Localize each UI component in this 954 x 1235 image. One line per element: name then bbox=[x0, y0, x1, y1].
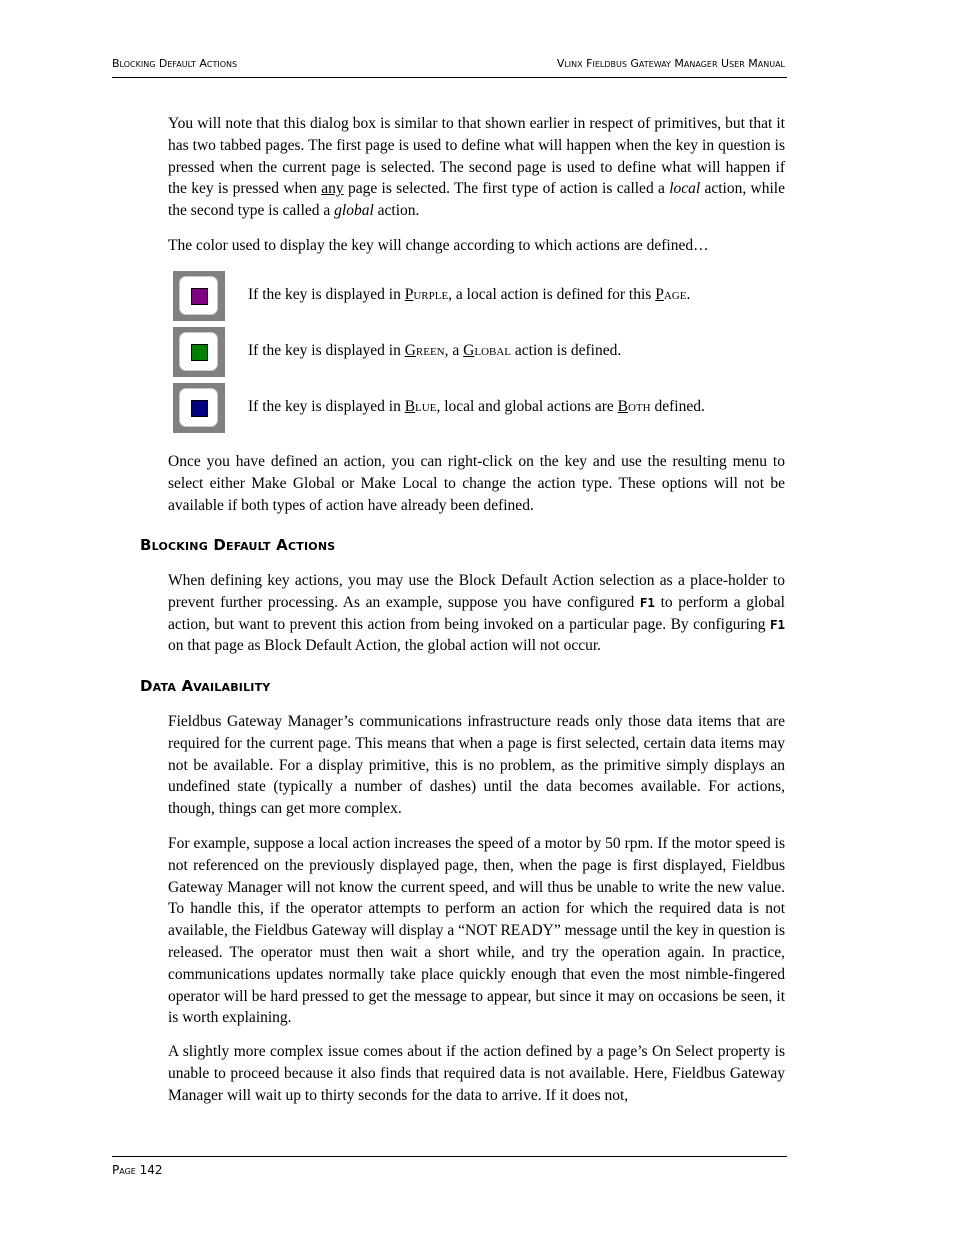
intro-text-b: page is selected. The first type of action is called a bbox=[343, 180, 670, 198]
key-button-icon bbox=[173, 327, 225, 377]
section-heading-data-availability: Data Availability bbox=[140, 677, 271, 695]
green-square-icon bbox=[191, 344, 208, 361]
data-paragraph-3: A slightly more complex issue comes about if the action defined by a page’s On Select property is unable to proceed because it also finds that required data is not available. Here, Fieldbus Gateway Manager will wait up to thirty seconds for the data to arrive. If it does not, bbox=[168, 1043, 785, 1104]
intro-paragraph-1 bbox=[168, 113, 785, 222]
key-code-f1: F1 bbox=[639, 594, 655, 610]
intro-text-any: any bbox=[321, 180, 344, 198]
intro-text-a: You will note that this dialog box is similar to that shown earlier in respect of primitives, but that it has two tabbed pages. The first page is used to define what will happen when the key in question is pressed when the current page is selected. The second page is used to define what will happen if the key is pressed when bbox=[168, 115, 785, 198]
data-paragraph-2: For example, suppose a local action increases the speed of a motor by 50 rpm. If the motor speed is not referenced on the previously displayed page, then, when the page is first displayed, Fieldbus Gateway Manager will not know the current speed, and will thus be unable to write the new value. To handle this, if the operator attempts to perform an action for which the required data is not available, the Fieldbus Gateway will display a “NOT READY” message until the key in question is released. The operator must then wait a short while, and try the operation again. In practice, communications updates normally take place quickly enough that even the most nimble-fingered operator will be hard pressed to get the message to appear, but since it may on occasions be seen, it is worth explaining. bbox=[168, 835, 786, 1027]
intro-text-local: local bbox=[669, 180, 701, 198]
intro-text-c: action, while the second type is called a bbox=[168, 180, 785, 220]
header-manual-title: Vlinx Fieldbus Gateway Manager User Manual bbox=[556, 57, 785, 70]
key-description: If the key is displayed in Green, a Global action is defined. bbox=[248, 342, 622, 359]
key-button-icon bbox=[173, 383, 225, 433]
purple-square-icon bbox=[191, 288, 208, 305]
page-header bbox=[112, 55, 787, 78]
blocking-paragraph: When defining key actions, you may use the Block Default Action selection as a place-holder to prevent further processing. As an example, suppose you have configured F1 to perform a global action, but want to prevent this action from being invoked on a particular page. By configuring F1 on that page as Block Default Action, the global action will not occur. bbox=[168, 572, 785, 655]
key-example-purple bbox=[173, 271, 793, 321]
section-heading-blocking: Blocking Default Actions bbox=[140, 536, 336, 554]
intro-text-global: global bbox=[334, 202, 374, 220]
key-example-blue bbox=[173, 383, 793, 433]
data-paragraph-1: Fieldbus Gateway Manager’s communications infrastructure reads only those data items that are required for the current page. This means that when a page is first selected, certain data items may not be available. For a display primitive, this is no problem, as the primitive simply displays an undefined state (typically a number of dashes) until the data becomes available. For actions, though, things can get more complex. bbox=[168, 713, 785, 818]
key-button-icon bbox=[173, 271, 225, 321]
after-keys-paragraph: Once you have defined an action, you can right-click on the key and use the resulting menu to select either Make Global or Make Local to change the action type. These options will not be available if both types of action have already been defined. bbox=[168, 453, 785, 514]
intro-text-d: action. bbox=[373, 202, 420, 220]
header-section-title: Blocking Default Actions bbox=[112, 57, 238, 70]
key-example-green bbox=[173, 327, 793, 377]
intro-paragraph-2: The color used to display the key will change according to which actions are defined… bbox=[168, 237, 709, 254]
key-description: If the key is displayed in Purple, a local action is defined for this Page. bbox=[248, 286, 691, 303]
key-description: If the key is displayed in Blue, local and global actions are Both defined. bbox=[248, 398, 705, 415]
page-footer bbox=[112, 1156, 787, 1177]
page-number: Page 142 bbox=[112, 1163, 163, 1177]
blue-square-icon bbox=[191, 400, 208, 417]
key-code-f1: F1 bbox=[769, 616, 785, 632]
